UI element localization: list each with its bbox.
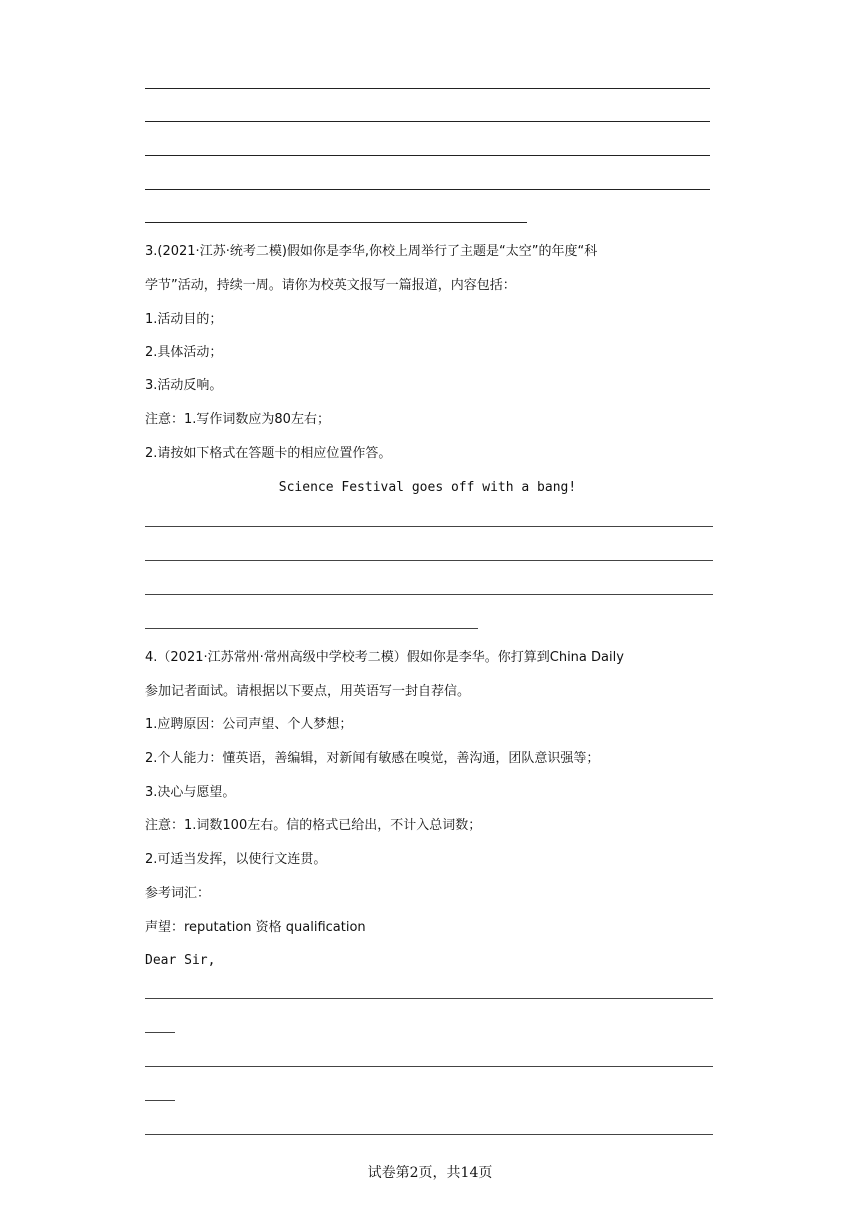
answer-line: [145, 121, 710, 122]
q4-point-2: 2.个人能力：懂英语，善编辑，对新闻有敏感在嗅觉，善沟通，团队意识强等；: [145, 751, 600, 766]
answer-line: [145, 594, 713, 595]
answer-line: [145, 560, 713, 561]
answer-line: [145, 1032, 175, 1033]
q4-point-1: 1.应聘原因：公司声望、个人梦想；: [145, 717, 353, 732]
q4-vocab-heading: 参考词汇：: [145, 886, 211, 901]
q4-point-3: 3.决心与愿望。: [145, 785, 236, 800]
q3-essay-title: Science Festival goes off with a bang!: [278, 480, 577, 495]
page-footer: 试卷第2页，共14页: [367, 1165, 493, 1181]
q3-point-3: 3.活动反响。: [145, 378, 223, 393]
answer-line: [145, 88, 710, 89]
q4-note-1: 注意：1.词数100左右。信的格式已给出，不计入总词数；: [145, 818, 482, 833]
answer-line: [145, 628, 478, 629]
answer-line: [145, 1066, 713, 1067]
q3-note-2: 2.请按如下格式在答题卡的相应位置作答。: [145, 446, 392, 461]
q3-point-2: 2.具体活动；: [145, 345, 223, 360]
q3-intro-line2: 学节”活动，持续一周。请你为校英文报写一篇报道，内容包括：: [145, 278, 516, 293]
q4-intro-line1: 4.（2021·江苏常州·常州高级中学校考二模）假如你是李华。你打算到China Daily: [145, 650, 624, 665]
answer-line: [145, 998, 713, 999]
q3-point-1: 1.活动目的；: [145, 312, 223, 327]
answer-line: [145, 526, 713, 527]
answer-line: [145, 222, 527, 223]
answer-line: [145, 1134, 713, 1135]
q4-intro-line2: 参加记者面试。请根据以下要点，用英语写一封自荐信。: [145, 684, 471, 699]
q3-note-1: 注意：1.写作词数应为80左右；: [145, 412, 330, 427]
answer-line: [145, 155, 710, 156]
answer-line: [145, 1100, 175, 1101]
q3-intro-line1: 3.(2021·江苏·统考二模)假如你是李华,你校上周举行了主题是“太空”的年度“科: [145, 244, 598, 259]
answer-line: [145, 189, 710, 190]
q4-vocab: 声望：reputation 资格 qualification: [145, 920, 366, 935]
q4-note-2: 2.可适当发挥，以使行文连贯。: [145, 852, 327, 867]
q4-salutation: Dear Sir,: [145, 953, 216, 968]
